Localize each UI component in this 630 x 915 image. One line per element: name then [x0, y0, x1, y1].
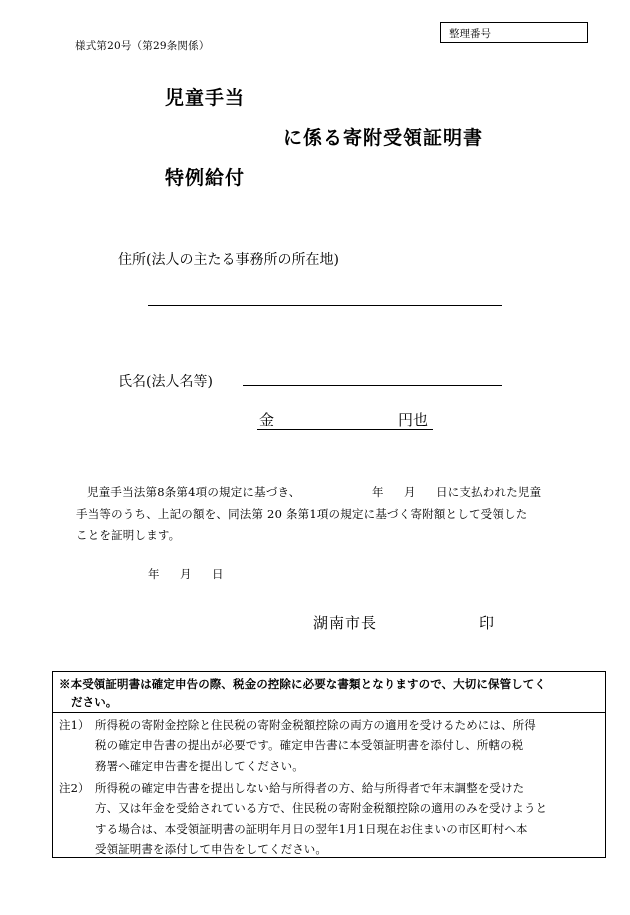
warning-text-line-1: ※本受領証明書は確定申告の際、税金の控除に必要な書類となりますので、大切に保管してく	[59, 677, 546, 691]
note-1-line-2: 税の確定申告書の提出が必要です。確定申告書に本受領証明書を添付し、所轄の税	[95, 738, 524, 752]
issue-date-day: 日	[212, 567, 224, 581]
note-2-line-3: する場合は、本受領証明書の証明年月日の翌年1月1日現在お住まいの市区町村へ本	[95, 822, 528, 836]
note-2-marker: 注2）	[59, 781, 90, 795]
title-line-1: 児童手当	[165, 87, 246, 109]
warning-text-line-2: ださい。	[71, 695, 118, 709]
name-field[interactable]	[243, 385, 502, 386]
note-1-marker: 注1）	[59, 718, 90, 732]
title-line-2: に係る寄附受領証明書	[283, 127, 484, 149]
note-1-line-3: 務署へ確定申告書を提出してください。	[95, 759, 304, 773]
form-number: 様式第20号（第29条関係）	[75, 40, 210, 52]
seal-mark: 印	[479, 614, 495, 632]
note-1-line-1: 所得税の寄附金控除と住民税の寄附金税額控除の両方の適用を受けるためには、所得	[95, 718, 536, 732]
notes-divider	[53, 712, 605, 713]
amount-prefix: 金	[259, 411, 275, 429]
address-label: 住所(法人の主たる事務所の所在地)	[118, 252, 339, 268]
issuer-name: 湖南市長	[313, 614, 378, 632]
amount-suffix: 円也	[398, 411, 429, 429]
note-2-line-4: 受領証明書を添付して申告をしてください。	[95, 842, 327, 856]
title-line-3: 特例給付	[165, 167, 246, 189]
notes-box	[52, 671, 606, 858]
issue-date-year: 年	[148, 567, 160, 581]
amount-field[interactable]	[257, 429, 433, 430]
note-2-line-1: 所得税の確定申告書を提出しない給与所得者の方、給与所得者で年末調整を受けた	[95, 781, 525, 795]
name-label: 氏名(法人名等)	[118, 374, 213, 390]
reference-number-label: 整理番号	[449, 28, 491, 40]
address-field[interactable]	[148, 305, 502, 306]
body-year: 年	[372, 485, 384, 499]
issue-date-month: 月	[180, 567, 192, 581]
body-line-2: 手当等のうち、上記の額を、同法第 20 条第1項の規定に基づく寄附額として受領した	[76, 507, 528, 521]
note-2-line-2: 方、又は年金を受給されている方で、住民税の寄附金税額控除の適用のみを受けようと	[95, 801, 548, 815]
reference-number-box[interactable]	[440, 22, 588, 43]
body-month: 月	[404, 485, 416, 499]
body-day: 日に支払われた児童	[436, 485, 542, 499]
body-line-1: 児童手当法第8条第4項の規定に基づき、	[87, 485, 301, 499]
body-line-3: ことを証明します。	[76, 528, 181, 542]
